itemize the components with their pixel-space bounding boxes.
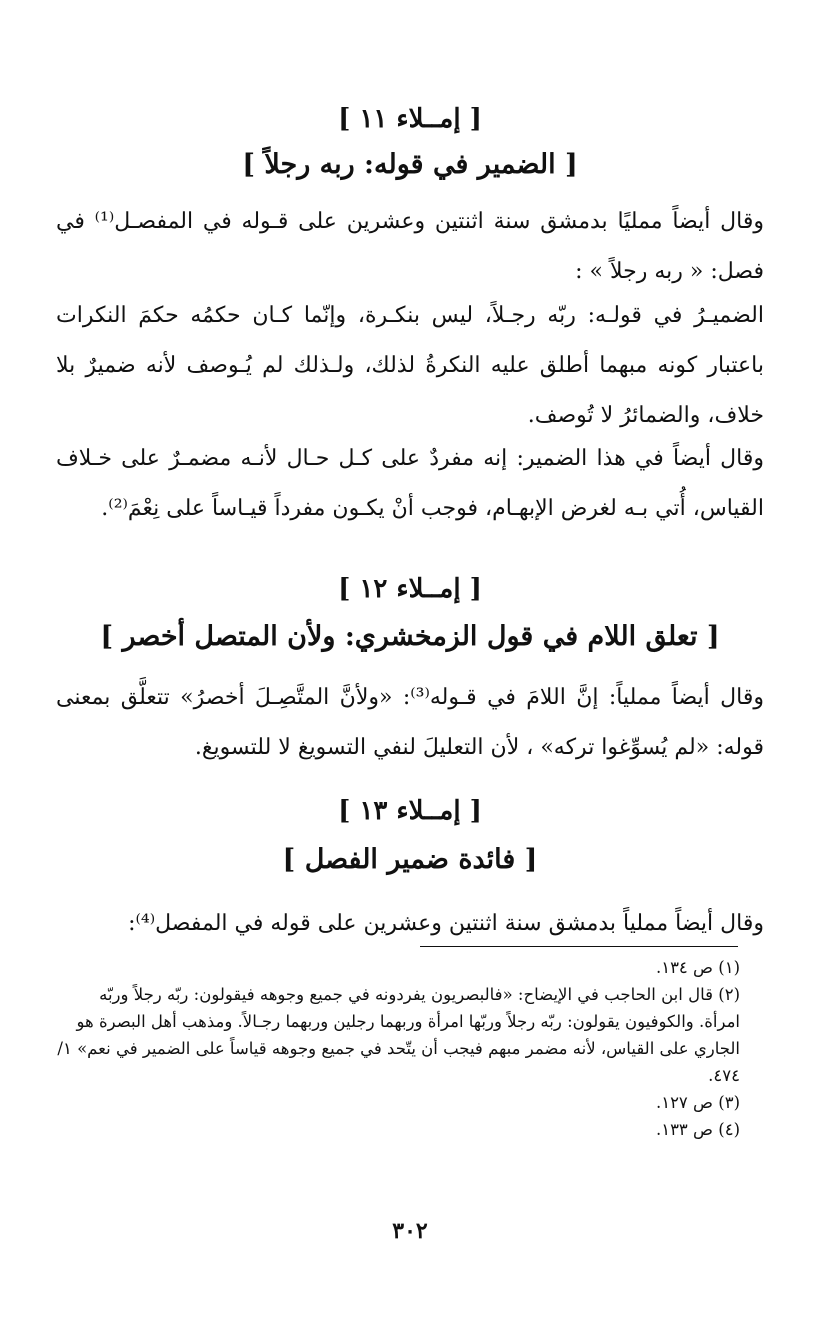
section-title-heading: [ فائدة ضمير الفصل ]: [282, 844, 538, 875]
footnote: (٤) ص ١٣٣.: [655, 1120, 740, 1139]
footnote-separator: [420, 946, 738, 947]
paragraph: الضميـرُ في قولـه: ربّه رجـلاً، ليس بنكـرة، وإنّما كـان حكمُه حكمَ النكرات باعتبار كونه مبهما أطلق عليه النكرةُ لذلك، ولـذلك لم يُـوصف لأنه ضميرٌ بلا خلاف، والضمائرُ لا تُوصف.: [56, 303, 764, 428]
footnote: (٢) قال ابن الحاجب في الإيضاح: «فالبصريون يفردونه في جميع وجوهه فيقولون: ربّه رجلاً وربّه امرأة. والكوفيون يقولون: ربّه رجلاً وربّها امرأة وربهما رجلين وربهما رجـالاً. ومذهب أهل البصرة هو الجاري على القياس، لأنه مضمر مبهم فيجب أن يتّحد في جميع وجوهه قياساً على الضمير في نعم» ١/ ٤٧٤.: [57, 985, 740, 1085]
section-number-heading: [ إمــلاء ١٣ ]: [338, 796, 482, 826]
section-number-heading: [ إمــلاء ١١ ]: [338, 104, 482, 134]
page-number: ٣٠٢: [392, 1218, 428, 1244]
section-title-heading: [ تعلق اللام في قول الزمخشري: ولأن المتصل أخصر ]: [100, 621, 720, 652]
footnote: (٣) ص ١٢٧.: [655, 1093, 740, 1112]
footnote: (١) ص ١٣٤.: [655, 958, 740, 977]
paragraph: وقال أيضاً مملياً: إنَّ اللامَ في قـوله⁽³⁾: «ولأنَّ المتَّصِـلَ أخصرُ» تتعلَّق بمعنى قوله: «لم يُسوِّغوا تركه» ، لأن التعليلَ لنفي التسويغ لا للتسويغ.: [56, 685, 764, 760]
section-number-heading: [ إمــلاء ١٢ ]: [338, 574, 482, 604]
section-title-heading: [ الضمير في قوله: ربه رجلاً ]: [242, 149, 578, 180]
paragraph: وقال أيضاً في هذا الضمير: إنه مفردٌ على كـل حـال لأنـه مضمـرٌ على خـلاف القياس، أُتي بـه لغرض الإبهـام، فوجب أنْ يكـون مفرداً قيـاساً على نِعْمَ⁽²⁾.: [56, 446, 764, 521]
paragraph: وقال أيضاً ممليًا بدمشق سنة اثنتين وعشرين على قـوله في المفصـل⁽¹⁾ في فصل: « ربه رجلاً » :: [56, 209, 764, 284]
footnotes: [56, 954, 740, 1143]
paragraph: وقال أيضاً مملياً بدمشق سنة اثنتين وعشرين على قوله في المفصل⁽⁴⁾:: [128, 911, 764, 936]
